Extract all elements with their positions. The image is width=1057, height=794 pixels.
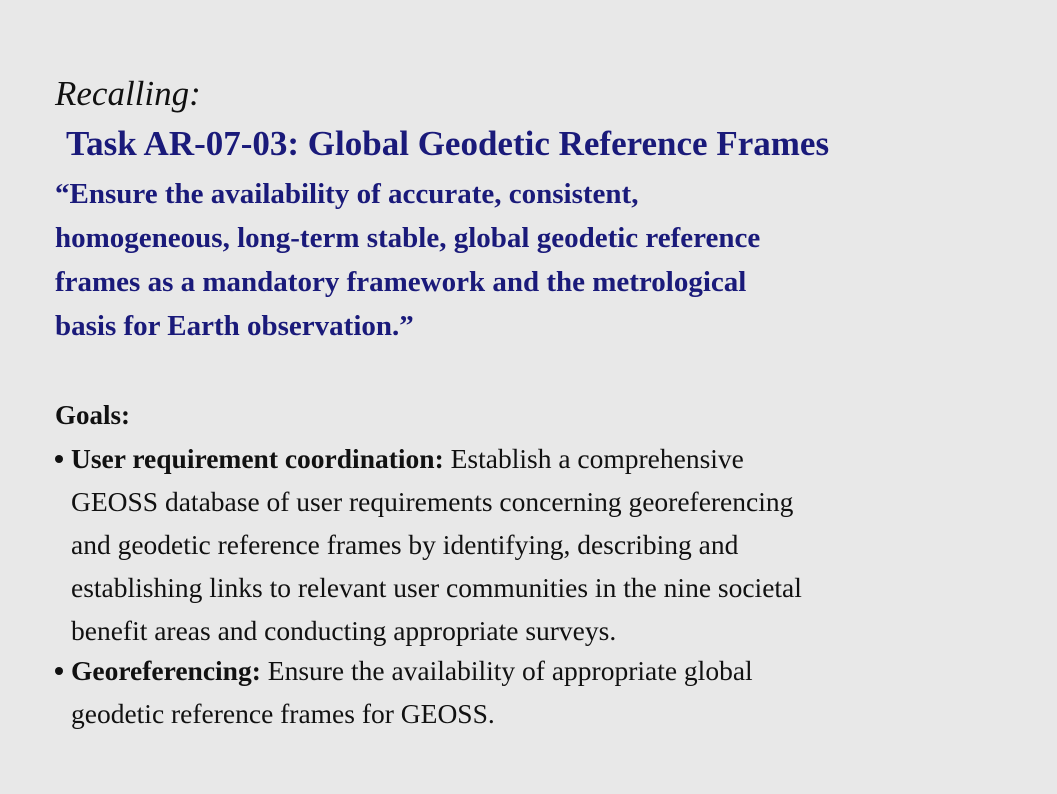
bullet-icon bbox=[55, 455, 63, 463]
goal-text-line: benefit areas and conducting appropriate surveys. bbox=[71, 615, 617, 646]
goal-text-line: GEOSS database of user requirements concerning georeferencing bbox=[71, 486, 794, 517]
intro-label: Recalling: bbox=[55, 74, 201, 113]
goal-first-line bbox=[55, 437, 1050, 480]
goals-heading: Goals: bbox=[55, 400, 131, 430]
goal-label: Georeferencing: bbox=[71, 655, 261, 686]
goal-text: Establish a comprehensive bbox=[443, 443, 744, 474]
bullet-icon bbox=[55, 667, 63, 675]
task-title: Task AR-07-03: Global Geodetic Reference Frames bbox=[66, 124, 830, 163]
goal-item bbox=[55, 649, 1050, 735]
goal-first-line bbox=[55, 649, 1050, 692]
goal-text-line: establishing links to relevant user communities in the nine societal bbox=[71, 572, 802, 603]
quote-line: basis for Earth observation.” bbox=[55, 310, 414, 342]
quote-line: frames as a mandatory framework and the metrological bbox=[55, 266, 747, 298]
quote-line: “Ensure the availability of accurate, consistent, bbox=[55, 178, 639, 210]
goal-item bbox=[55, 437, 1050, 652]
goal-text: Ensure the availability of appropriate global bbox=[260, 655, 753, 686]
task-quote bbox=[55, 172, 1045, 348]
quote-line: homogeneous, long-term stable, global geodetic reference bbox=[55, 222, 761, 254]
goal-text-line: and geodetic reference frames by identifying, describing and bbox=[71, 529, 739, 560]
goal-text-line: geodetic reference frames for GEOSS. bbox=[71, 698, 495, 729]
goal-label: User requirement coordination: bbox=[71, 443, 444, 474]
